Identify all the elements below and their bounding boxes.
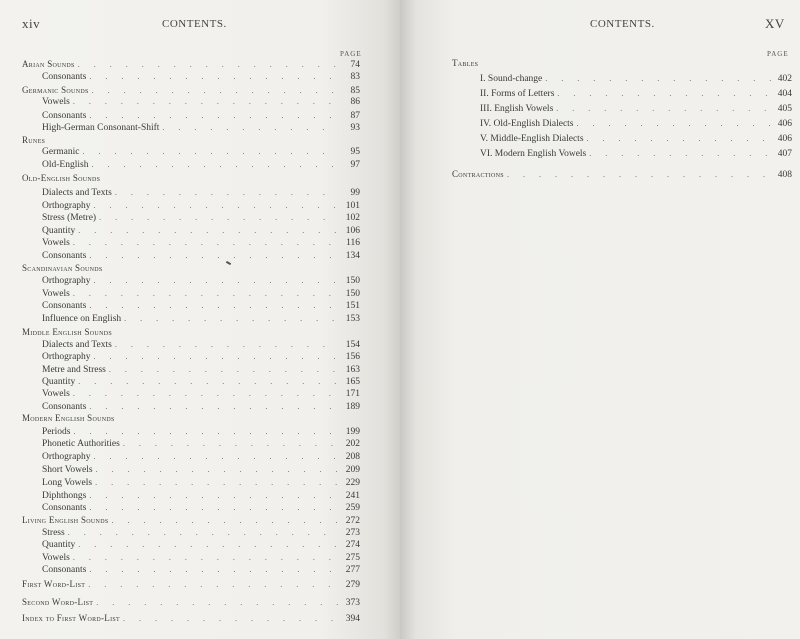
leader-dots <box>587 133 771 145</box>
toc-section-entry <box>452 57 792 69</box>
leader-dots <box>78 225 339 237</box>
toc-entry-title: Consonants <box>42 301 87 311</box>
toc-entry-page: 150 <box>345 276 360 286</box>
leader-dots <box>545 73 771 85</box>
leader-dots <box>68 527 339 539</box>
leader-dots <box>96 464 339 476</box>
toc-entry <box>42 477 360 489</box>
toc-entry-page: 83 <box>350 72 360 82</box>
toc-entry-page: 406 <box>777 134 792 144</box>
toc-entry-page: 273 <box>345 528 360 538</box>
toc-entry-title: Orthography <box>42 452 91 462</box>
toc-entry-title: Tables <box>452 58 479 68</box>
toc-entry-page: 85 <box>350 86 360 96</box>
toc-entry-page: 163 <box>345 365 360 375</box>
toc-entry-title: Old-English <box>42 160 89 170</box>
toc-section-entry <box>22 578 360 590</box>
toc-entry-page: 134 <box>345 251 360 261</box>
toc-entry-title: Vowels <box>42 238 70 248</box>
toc-entry-title: VI. Modern English Vowels <box>480 149 587 159</box>
toc-entry-title: Consonants <box>42 402 87 412</box>
page-number-left: xiv <box>22 16 41 31</box>
toc-section-entry <box>22 134 360 146</box>
toc-entry-page: 407 <box>777 149 792 159</box>
leader-dots <box>115 339 339 351</box>
toc-entry-title: First Word-List <box>22 579 86 589</box>
toc-entry-title: Diphthongs <box>42 491 87 501</box>
leader-dots <box>78 539 339 551</box>
toc-entry-title: Vowels <box>42 97 70 107</box>
toc-entry-page: 97 <box>350 160 360 170</box>
leader-dots <box>507 169 771 181</box>
toc-entry-title: Short Vowels <box>42 465 93 475</box>
toc-entry <box>42 288 360 300</box>
leader-dots <box>89 71 339 83</box>
leader-dots <box>99 212 339 224</box>
toc-entry-page: 199 <box>345 427 360 437</box>
toc-entry <box>42 527 360 539</box>
toc-section-entry <box>22 412 360 424</box>
toc-entry-title: Consonants <box>42 503 87 513</box>
toc-entry-page: 150 <box>345 289 360 299</box>
toc-entry <box>42 146 360 158</box>
toc-entry-page: 402 <box>777 74 792 84</box>
toc-section-entry <box>22 326 360 338</box>
toc-section-entry <box>22 172 360 184</box>
toc-entry <box>480 133 792 145</box>
toc-entry-page: 153 <box>345 314 360 324</box>
toc-entry <box>42 159 360 171</box>
leader-dots <box>89 250 339 262</box>
running-head-right: CONTENTS. <box>590 18 655 30</box>
leader-dots <box>111 515 339 527</box>
toc-entry <box>42 490 360 502</box>
toc-entry-title: Dialects and Texts <box>42 340 112 350</box>
toc-entry-title: Quantity <box>42 377 76 387</box>
toc-entry-title: Vowels <box>42 389 70 399</box>
toc-entry-page: 202 <box>345 439 360 449</box>
leader-dots <box>95 477 339 489</box>
toc-entry <box>42 300 360 312</box>
toc-entry-page: 241 <box>345 491 360 501</box>
leader-dots <box>589 148 771 160</box>
toc-entry <box>42 110 360 122</box>
toc-entry-page: 101 <box>345 201 360 211</box>
toc-section-entry <box>22 596 360 608</box>
toc-entry-title: Orthography <box>42 352 91 362</box>
toc-entry <box>42 364 360 376</box>
page-column-label-right: PAGE <box>767 50 789 58</box>
toc-entry-title: Scandinavian Sounds <box>22 263 103 273</box>
toc-entry-page: 93 <box>350 123 360 133</box>
toc-entry-title: Second Word-List <box>22 597 94 607</box>
toc-entry-title: Quantity <box>42 540 76 550</box>
toc-entry <box>42 275 360 287</box>
leader-dots <box>73 96 339 108</box>
leader-dots <box>94 351 339 363</box>
toc-entry-title: Vowels <box>42 553 70 563</box>
leader-dots <box>74 426 340 438</box>
leader-dots <box>73 552 339 564</box>
toc-entry-page: 151 <box>345 301 360 311</box>
toc-entry <box>42 71 360 83</box>
running-head-left: CONTENTS. <box>162 18 227 30</box>
leader-dots <box>88 579 339 591</box>
toc-entry-title: Periods <box>42 427 71 437</box>
toc-section-entry <box>22 514 360 526</box>
toc-entry-title: Runes <box>22 135 46 145</box>
toc-entry-page: 209 <box>345 465 360 475</box>
toc-entry-page: 394 <box>345 614 360 624</box>
toc-entry-page: 277 <box>345 565 360 575</box>
right-page <box>400 0 800 639</box>
toc-entry-title: Orthography <box>42 276 91 286</box>
toc-entry-title: Phonetic Authorities <box>42 439 120 449</box>
toc-entry-page: 404 <box>777 89 792 99</box>
toc-entry-page: 99 <box>350 188 360 198</box>
toc-entry <box>480 148 792 160</box>
toc-entry <box>42 552 360 564</box>
toc-entry <box>42 187 360 199</box>
toc-entry-page: 102 <box>345 213 360 223</box>
toc-entry <box>42 539 360 551</box>
toc-entry-title: Orthography <box>42 201 91 211</box>
toc-entry-title: Arian Sounds <box>22 59 75 69</box>
toc-entry-page: 106 <box>345 226 360 236</box>
leader-dots <box>96 597 339 609</box>
toc-entry-page: 87 <box>350 111 360 121</box>
toc-entry <box>480 88 792 100</box>
toc-entry-title: Influence on English <box>42 314 122 324</box>
toc-entry-page: 156 <box>345 352 360 362</box>
toc-entry-title: Modern English Sounds <box>22 413 115 423</box>
toc-entry-page: 275 <box>345 553 360 563</box>
toc-entry-title: Vowels <box>42 289 70 299</box>
leader-dots <box>94 200 339 212</box>
toc-entry-title: Quantity <box>42 226 76 236</box>
toc-entry <box>42 96 360 108</box>
toc-entry <box>42 313 360 325</box>
toc-entry <box>480 118 792 130</box>
toc-entry-page: 408 <box>777 170 792 180</box>
leader-dots <box>123 438 339 450</box>
leader-dots <box>556 103 771 115</box>
leader-dots <box>78 59 339 71</box>
leader-dots <box>91 159 339 171</box>
toc-entry-title: Dialects and Texts <box>42 188 112 198</box>
toc-entry-title: High-German Consonant-Shift <box>42 123 160 133</box>
toc-section-entry <box>452 168 792 180</box>
toc-entry <box>42 564 360 576</box>
toc-entry-title: V. Middle-English Dialects <box>480 134 584 144</box>
toc-section-entry <box>22 262 360 274</box>
toc-entry-page: 229 <box>345 478 360 488</box>
toc-entry-title: Germanic <box>42 147 80 157</box>
toc-entry-title: Living English Sounds <box>22 515 109 525</box>
leader-dots <box>162 122 339 134</box>
page-column-label-left: PAGE <box>340 50 362 58</box>
toc-entry <box>42 237 360 249</box>
toc-entry-page: 405 <box>777 104 792 114</box>
leader-dots <box>94 275 339 287</box>
leader-dots <box>73 388 339 400</box>
leader-dots <box>89 300 339 312</box>
toc-entry <box>42 339 360 351</box>
toc-entry-title: Contractions <box>452 169 504 179</box>
toc-entry-title: IV. Old-English Dialects <box>480 119 574 129</box>
toc-entry-page: 189 <box>345 402 360 412</box>
toc-entry <box>42 200 360 212</box>
leader-dots <box>109 364 339 376</box>
toc-entry-page: 116 <box>346 238 360 248</box>
toc-entry <box>42 122 360 134</box>
leader-dots <box>89 502 339 514</box>
toc-entry-page: 272 <box>345 516 360 526</box>
toc-entry-page: 373 <box>345 598 360 608</box>
leader-dots <box>82 146 339 158</box>
leader-dots <box>115 187 339 199</box>
toc-entry <box>42 388 360 400</box>
toc-entry-page: 259 <box>345 503 360 513</box>
toc-entry <box>480 73 792 85</box>
leader-dots <box>89 564 339 576</box>
toc-section-entry <box>22 84 360 96</box>
toc-entry-title: Consonants <box>42 251 87 261</box>
toc-entry-title: Old-English Sounds <box>22 173 101 183</box>
toc-entry-title: Consonants <box>42 111 87 121</box>
leader-dots <box>123 613 339 625</box>
toc-entry-page: 279 <box>345 580 360 590</box>
toc-entry <box>42 464 360 476</box>
toc-entry-page: 86 <box>350 97 360 107</box>
leader-dots <box>89 110 339 122</box>
leader-dots <box>89 490 339 502</box>
toc-entry <box>42 212 360 224</box>
toc-entry <box>42 250 360 262</box>
toc-entry <box>42 351 360 363</box>
toc-entry <box>42 225 360 237</box>
toc-section-entry <box>22 58 360 70</box>
leader-dots <box>577 118 772 130</box>
toc-section-entry <box>22 612 360 624</box>
leader-dots <box>73 288 339 300</box>
toc-entry-page: 208 <box>345 452 360 462</box>
toc-entry <box>42 451 360 463</box>
page-number-right: XV <box>765 16 785 31</box>
toc-entry-title: III. English Vowels <box>480 104 554 114</box>
toc-entry-title: Consonants <box>42 565 87 575</box>
leader-dots <box>78 376 339 388</box>
leader-dots <box>557 88 771 100</box>
toc-entry-title: Stress <box>42 528 65 538</box>
toc-entry <box>42 502 360 514</box>
toc-entry-title: I. Sound-change <box>480 74 543 84</box>
leader-dots <box>73 237 339 249</box>
toc-entry-page: 171 <box>345 389 360 399</box>
toc-entry-page: 274 <box>345 540 360 550</box>
toc-entry <box>42 438 360 450</box>
leader-dots <box>124 313 339 325</box>
toc-entry-title: Long Vowels <box>42 478 93 488</box>
toc-entry-title: Consonants <box>42 72 87 82</box>
leader-dots <box>94 451 339 463</box>
toc-entry-page: 95 <box>350 147 360 157</box>
toc-entry <box>42 376 360 388</box>
toc-entry-title: Index to First Word-List <box>22 613 121 623</box>
toc-entry <box>42 426 360 438</box>
toc-entry-title: Metre and Stress <box>42 365 106 375</box>
toc-entry-page: 74 <box>350 60 360 70</box>
toc-entry-title: Middle English Sounds <box>22 327 112 337</box>
toc-entry-page: 165 <box>345 377 360 387</box>
toc-entry-page: 406 <box>777 119 792 129</box>
toc-entry <box>480 103 792 115</box>
toc-entry-title: Germanic Sounds <box>22 85 89 95</box>
toc-entry-title: Stress (Metre) <box>42 213 97 223</box>
toc-entry-page: 154 <box>345 340 360 350</box>
toc-entry-title: II. Forms of Letters <box>480 89 555 99</box>
